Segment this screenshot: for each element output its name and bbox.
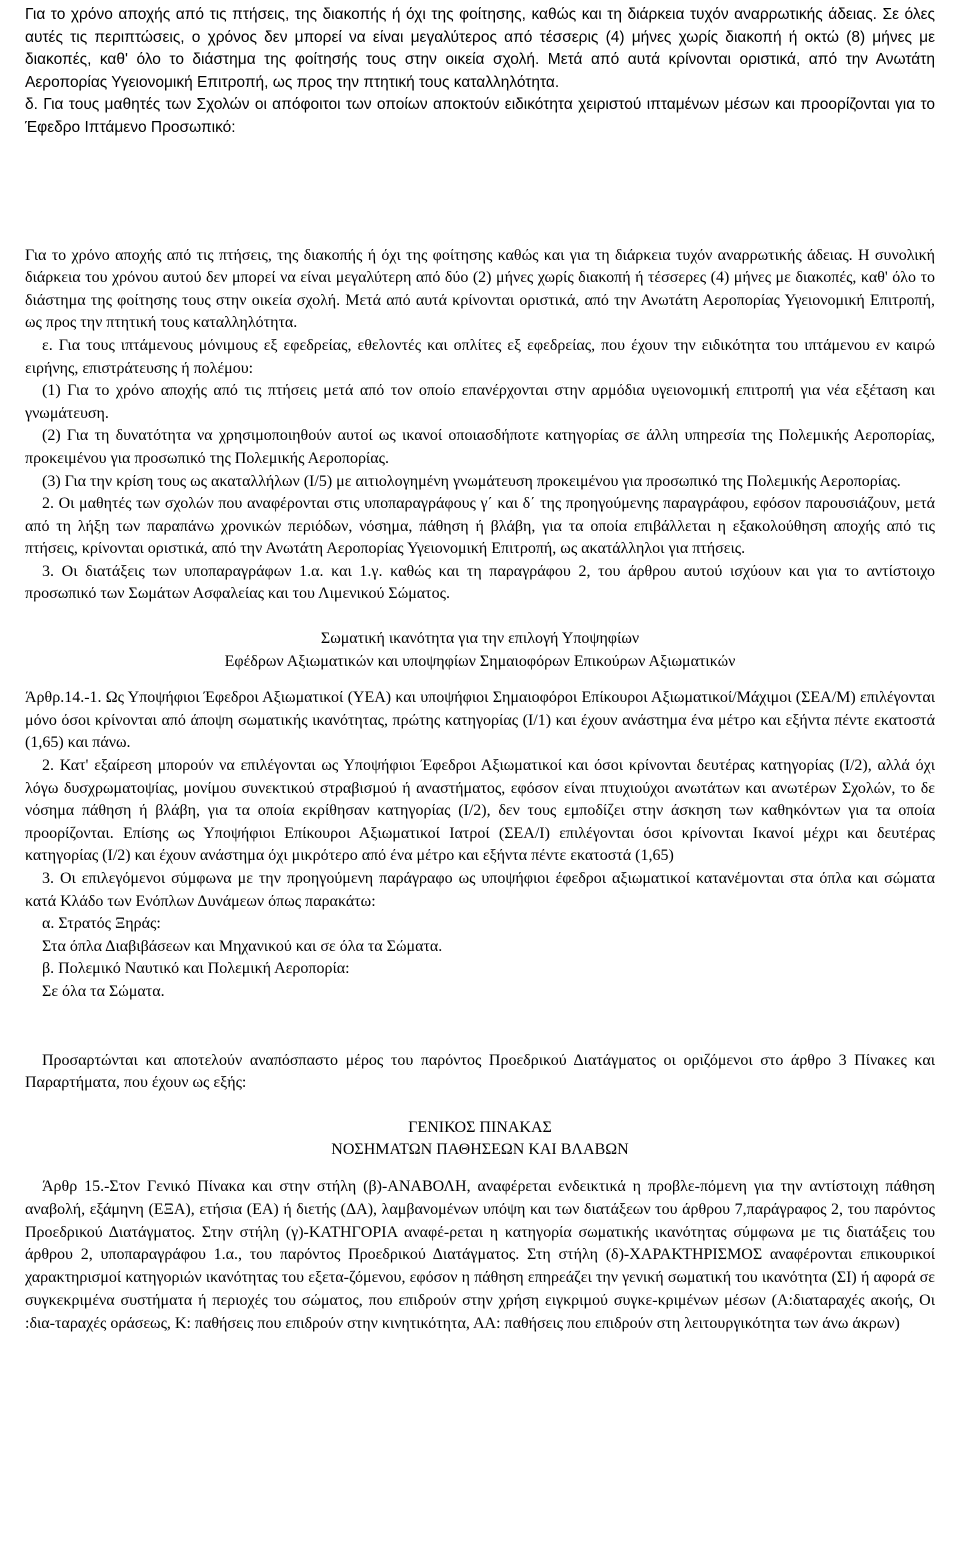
paragraph-absence-flights-2: Για το χρόνο αποχής από τις πτήσεις, της διακοπής ή όχι της φοίτησης καθώς και για τη διάρκεια τυχόν αναρρωτικής άδειας. Η συνολική διάρκεια του χρόνου αυτού δεν μπορεί να είναι μεγαλύτερη από δύο (2) μήνες χωρίς διακοπή ή τέσσερες (4) μήνες με διακοπές, καθ' όλο το διάστημα της φοίτησης τους στην οικεία σχολή. Μετά από αυτά κρίνονται οριστικά, από την Ανωτάτη Αεροπορίας Υγειονομική Επιτροπή, ως προς την πτητική τους καταλληλότητα. <box>25 246 935 332</box>
blank-space <box>25 1162 935 1176</box>
section-heading-line-2: Εφέδρων Αξιωματικών και υποψηφίων Σημαιοφόρων Επικούρων Αξιωματικών <box>224 652 736 670</box>
blank-space <box>25 1004 935 1050</box>
paragraph-absence-flights-1: Για το χρόνο αποχής από τις πτήσεις, της διακοπής ή όχι της φοίτησης, καθώς και τη διάρκεια τυχόν αναρρωτικής άδειας. Σε όλες αυτές τις περιπτώσεις, ο χρόνος δεν μπορεί να είναι μεγαλύτερος από τέσσερις (4) μήνες χωρίς διακοπή ή οκτώ (8) μήνες με διακοπές, καθ' όλο το διάστημα της φοίτησής τους στην οικεία σχολή. Μετά από αυτά κρίνονται οριστικά, από την Ανωτάτη Αεροπορίας Υγειονομική Επιτροπή, ως προς την πτητική τους καταλληλότητα. <box>25 6 935 91</box>
paragraph-epsilon-2: (2) Για τη δυνατότητα να χρησιμοποιηθούν αυτοί ως ικανοί οποιασδήποτε κατηγορίας σε άλλη υπηρεσία της Πολεμικής Αεροπορίας, προκειμένου για προσωπικό της Πολεμικής Αεροπορίας. <box>25 427 935 467</box>
army-value: Στα όπλα Διαβιβάσεων και Μηχανικού και σε όλα τα Σώματα. <box>42 937 443 955</box>
article-14-paragraph-2: 2. Κατ' εξαίρεση μπορούν να επιλέγονται ως Υποψήφιοι Έφεδροι Αξιωματικοί και όσοι κρίνονται δευτέρας κατηγορίας (Ι/2), αλλά όχι λόγω δυσχρωματοψίας, μονίμου συνεκτικού στραβισμού ή αναστήματος, εφόσον είναι πτυχιούχοι ανωτάτων και ανωτέρων Σχολών, το δε νόσημα πάθηση ή βλάβη, για τα οποία εκρίθησαν κατηγορίας (Ι/2), δεν τους εμποδίζει στην άσκηση των καθηκόντων για τα οποία προορίζονται. Επίσης ως Υποψήφιοι Επίκουροι Αξιωματικοί Ιατροί (ΣΕΑ/Ι) επιλέγονται όσοι κρίνονται Ικανοί μέχρι και δευτέρας κατηγορίας (Ι/2) και έχουν ανάστημα όχι μικρότερο από ένα μέτρο και εξήντα πέντε εκατοστά (1,65) <box>25 757 935 865</box>
navy-value: Σε όλα τα Σώματα. <box>42 982 165 1000</box>
article-14-paragraph-3: 3. Οι επιλεγόμενοι σύμφωνα με την προηγούμενη παράγραφο ως υποψήφιοι έφεδροι αξιωματικοί κατανέμονται στα όπλα και σώματα κατά Κλάδο των Ενόπλων Δυνάμεων όπως παρακάτω: <box>25 870 935 910</box>
section-heading-line-1: Σωματική ικανότητα για την επιλογή Υποψηφίων <box>320 630 640 648</box>
paragraph-epsilon-1: (1) Για το χρόνο αποχής από τις πτήσεις μετά από τον οποίο επανέρχονται στην αρμόδια υγειονομική επιτροπή για νέα εξέταση και γνωμάτευση. <box>25 382 935 422</box>
article-14-paragraph-1: Άρθρ.14.-1. Ως Υποψήφιοι Έφεδροι Αξιωματικοί (ΥΕΑ) και υποψήφιοι Σημαιοφόροι Επίκουροι Αξιωματικοί/Μάχιμοι (ΣΕΑ/Μ) επιλέγονται μόνο όσοι κρίνονται από άποψη σωματικής ικανότητας, πρώτης κατηγορίας (Ι/1) και έχουν ανάστημα ένα μέτρο και εξήντα πέντε εκατοστά (1,65) και πάνω. <box>25 689 935 752</box>
paragraph-epsilon: ε. Για τους ιπτάμενους μόνιμους εξ εφεδρείας, εθελοντές και οπλίτες εξ εφεδρείας, που έχουν την ειδικότητα του ιπτάμενου εν καιρώ ειρήνης, επιστράτευσης ή πολέμου: <box>25 336 935 377</box>
blank-space <box>25 673 935 687</box>
navy-label: β. Πολεμικό Ναυτικό και Πολεμική Αεροπορία: <box>42 960 350 978</box>
blank-space <box>25 1095 935 1117</box>
paragraph-delta: δ. Για τους μαθητές των Σχολών οι απόφοιτοι των οποίων αποκτούν ειδικότητα χειριστού ιπταμένων μέσων και προορίζονται για το Έφεδρο Ιπτάμενο Προσωπικό: <box>25 96 935 136</box>
article-15-paragraph: Άρθρ 15.-Στον Γενικό Πίνακα και στην στήλη (β)-ΑΝΑΒΟΛΗ, αναφέρεται ενδεικτικά η προβλε-πόμενη για την αντίστοιχη πάθηση αναβολή, εξάμηνη (ΕΞΑ), ετήσια (ΕΑ) ή διετής (ΔΑ), λαμβανομένων υπόψη και των διατάξεων του άρθρου 7,παράγραφος 2, του παρόντος Προεδρικού Διατάγματος. Στην στήλη (γ)-ΚΑΤΗΓΟΡΙΑ αναφέ-ρεται η κατηγορία σωματικής ικανότητας σύμφωνα με τις διατάξεις του άρθρου 2, υποπαραγράφου 1.α., του παρόντος Προεδρικού Διατάγματος. Στη στήλη (δ)-ΧΑΡΑΚΤΗΡΙΣΜΟΣ αναφέρονται επικουρικοί χαρακτηρισμοί κατηγοριών ικανότητας του εξετα-ζόμενου, εφόσον η πάθηση επηρεάζει την γενική σωματική του ικανότητα (ΣΙ) ή αφορά σε συγκεκριμένα συστήματα ή περιοχές του σώματος, που επιδρούν στην χρήση ειγκριμού συγκε-κριμένων μέσων (Α:διαταραχές ακοής, Οι :δια-ταραχές οράσεως, Κ: παθήσεις που επιδρούν στην κινητικότητα, ΑΑ: παθήσεις που επιδρούν στη λειτουργικότητα των άνω άκρων) <box>25 1177 935 1332</box>
blank-space <box>25 606 935 628</box>
paragraph-3: 3. Οι διατάξεις των υποπαραγράφων 1.α. και 1.γ. καθώς και τη παραγράφου 2, του άρθρου αυτού ισχύουν και για το αντίστοιχο προσωπικό των Σωμάτων Ασφαλείας και του Λιμενικού Σώματος. <box>25 562 935 603</box>
paragraph-epsilon-3: (3) Για την κρίση τους ως ακαταλλήλων (Ι/5) με αιτιολογημένη γνωμάτευση προκειμένου για προσωπικό της Πολεμικής Αεροπορίας. <box>42 472 901 490</box>
table-heading-line-1: ΓΕΝΙΚΟΣ ΠΙΝΑΚΑΣ <box>408 1118 552 1136</box>
table-heading-line-2: ΝΟΣΗΜΑΤΩΝ ΠΑΘΗΣΕΩΝ ΚΑΙ ΒΛΑΒΩΝ <box>331 1141 629 1159</box>
annex-paragraph: Προσαρτώνται και αποτελούν αναπόσπαστο μέρος του παρόντος Προεδρικού Διατάγματος οι οριζόμενοι στο άρθρο 3 Πίνακες και Παραρτήματα, που έχουν ως εξής: <box>25 1051 935 1092</box>
army-label: α. Στρατός Ξηράς: <box>42 915 161 933</box>
blank-space <box>25 140 935 245</box>
paragraph-2: 2. Οι μαθητές των σχολών που αναφέρονται στις υποπαραγράφους γ΄ και δ΄ της προηγούμενης παραγράφου, εφόσον παρουσιάζουν, μετά από τη λήξη των παραπάνω χρονικών περιόδων, νόσημα, πάθηση ή βλάβη, για τα οποία επιβάλλεται η εξακολούθηση αποχής από τις πτήσεις, κρίνονται οριστικά, από την Ανωτάτη Αεροπορίας Υγειονομική Επιτροπή, ως ακατάλληλοι για πτήσεις. <box>25 495 935 558</box>
